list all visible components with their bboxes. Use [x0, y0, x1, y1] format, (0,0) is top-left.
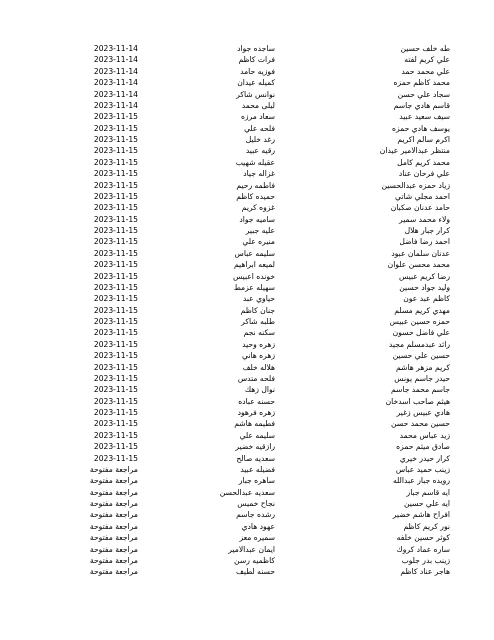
table-row: [0, 418, 494, 429]
review-date: مراجعة مفتوحة: [89, 510, 138, 520]
table-row: [0, 532, 494, 543]
person-name: محمد كاظم حمزه: [393, 78, 450, 88]
mother-name: فرات كاظم: [238, 55, 275, 65]
table-row: [0, 259, 494, 270]
table-row: [0, 123, 494, 134]
review-date: 2023-11-15: [93, 237, 138, 247]
mother-name: عقيله شهيب: [235, 157, 275, 167]
mother-name: سميره معز: [239, 533, 275, 543]
review-date: 2023-11-15: [93, 123, 138, 133]
table-row: [0, 327, 494, 338]
review-date: مراجعة مفتوحة: [89, 521, 138, 531]
person-name: علي فاضل حسون: [392, 328, 450, 338]
table-row: [0, 168, 494, 179]
review-date: 2023-11-14: [93, 100, 138, 110]
mother-name: سعاد مرزه: [240, 112, 275, 122]
review-date: 2023-11-15: [93, 226, 138, 235]
mother-name: رازقيه خضير: [235, 442, 275, 452]
mother-name: ايمان عبدالامير: [228, 544, 275, 554]
review-date: 2023-11-15: [93, 260, 138, 270]
mother-name: حسنه لطيف: [236, 567, 275, 577]
mother-name: طلبه شاكر: [241, 317, 275, 326]
table-row: [0, 134, 494, 145]
mother-name: حسنه عباده: [238, 396, 275, 406]
review-date: 2023-11-15: [93, 442, 138, 452]
person-name: وليد جواد حسين: [399, 282, 450, 292]
person-name: زينب حميد عباس: [395, 464, 450, 474]
review-date: 2023-11-15: [93, 169, 138, 179]
table-row: [0, 66, 494, 77]
mother-name: كميله عيدان: [237, 78, 275, 88]
person-name: احمد مجلي شاتي: [395, 191, 450, 201]
table-row: [0, 248, 494, 259]
table-row: [0, 498, 494, 509]
table-row: [0, 544, 494, 555]
table-row: [0, 191, 494, 202]
table-row: [0, 362, 494, 373]
review-date: 2023-11-15: [93, 248, 138, 258]
person-name: هيثم صاحب اسدخان: [385, 396, 450, 406]
table-row: [0, 521, 494, 532]
table-row: [0, 305, 494, 316]
mother-name: سهيله عزمط: [233, 282, 275, 292]
table-row: [0, 555, 494, 566]
review-date: 2023-11-15: [93, 385, 138, 395]
person-name: حمزه حسين عبيس: [389, 317, 450, 326]
person-name: نور كريم كاظم: [403, 521, 450, 531]
person-name: علي كريم لفته: [404, 55, 450, 65]
mother-name: نوانس شاكر: [236, 89, 275, 99]
review-date: 2023-11-14: [93, 44, 138, 53]
person-name: احمد رضا فاضل: [399, 237, 450, 247]
person-name: كرار حيدر خيري: [399, 453, 450, 463]
review-date: 2023-11-15: [93, 408, 138, 417]
person-name: حسين محمد حسن: [391, 419, 450, 429]
review-date: 2023-11-14: [93, 55, 138, 65]
person-name: حامد عدنان صكبان: [390, 203, 450, 213]
person-name: يوسف هادي حمزه: [392, 123, 450, 133]
person-name: حيدر جاسم يونس: [394, 373, 450, 383]
review-date: مراجعة مفتوحة: [89, 499, 138, 508]
person-name: كوثر حسين خلفه: [396, 533, 450, 543]
mother-name: زهره فرهود: [237, 408, 275, 417]
mother-name: كاظميه رسن: [234, 555, 275, 565]
table-row: [0, 464, 494, 475]
review-date: 2023-11-15: [93, 351, 138, 361]
person-name: طه خلف حسين: [400, 44, 450, 53]
review-date: 2023-11-15: [93, 180, 138, 190]
review-date: مراجعة مفتوحة: [89, 487, 138, 497]
person-name: ايه قاسم جبار: [406, 487, 450, 497]
review-date: 2023-11-15: [93, 419, 138, 429]
table-row: [0, 180, 494, 191]
table-row: [0, 453, 494, 464]
mother-name: خونده اعبيس: [232, 271, 275, 281]
review-date: مراجعة مفتوحة: [89, 567, 138, 577]
mother-name: سليمه عباس: [234, 248, 275, 258]
table-row: [0, 430, 494, 441]
review-date: 2023-11-14: [93, 89, 138, 99]
mother-name: ساجده جواد: [237, 44, 275, 53]
mother-name: نوال زهك: [244, 385, 275, 395]
person-name: علي محمد حمد: [401, 66, 450, 76]
table-row: [0, 396, 494, 407]
mother-name: رقيه عبيد: [245, 146, 275, 156]
table-row: [0, 236, 494, 247]
mother-name: ساهره جبار: [238, 476, 275, 486]
mother-name: فاطمه رحيم: [236, 180, 275, 190]
person-name: علي فرحان عناد: [398, 169, 450, 179]
person-name: قاسم هادي جاسم: [393, 100, 450, 110]
table-row: [0, 43, 494, 54]
person-name: حسين علي حسين: [392, 351, 450, 361]
person-name: ولاء محمد سمير: [399, 214, 450, 224]
table-row: [0, 566, 494, 577]
table-row: [0, 282, 494, 293]
table-row: [0, 441, 494, 452]
review-date: 2023-11-15: [93, 146, 138, 156]
person-name: رضا كريم عبيس: [398, 271, 450, 281]
mother-name: سليمه علي: [239, 430, 275, 440]
table-row: [0, 293, 494, 304]
review-date: 2023-11-15: [93, 339, 138, 349]
mother-name: رغد خليل: [245, 135, 275, 144]
table-row: [0, 487, 494, 498]
mother-name: زهره وحيد: [242, 339, 275, 349]
review-date: 2023-11-15: [93, 305, 138, 315]
table-row: [0, 100, 494, 111]
table-row: [0, 157, 494, 168]
person-name: هاجر عناد كاظم: [400, 567, 450, 577]
review-date: 2023-11-15: [93, 328, 138, 338]
review-date: 2023-11-15: [93, 135, 138, 144]
mother-name: ليلى محمد: [241, 100, 275, 110]
person-name: سجاد علي حسن: [397, 89, 450, 99]
person-name: اكرم سالم اكريم: [397, 135, 450, 144]
review-date: 2023-11-15: [93, 396, 138, 406]
mother-name: نجاح خميس: [237, 499, 275, 508]
person-name: صادق ميثم حمزه: [396, 442, 450, 452]
table-row: [0, 54, 494, 65]
mother-name: منيره علي: [242, 237, 275, 247]
mother-name: رشده جاسم: [236, 510, 275, 520]
review-date: 2023-11-15: [93, 317, 138, 326]
mother-name: ساميه جواد: [239, 214, 275, 224]
person-name: كريم مزهر هاشم: [396, 362, 450, 372]
mother-name: فلحه علي: [244, 123, 275, 133]
review-date: 2023-11-15: [93, 157, 138, 167]
table-row: [0, 271, 494, 282]
person-name: ايه علي حسين: [403, 499, 450, 508]
table-row: [0, 214, 494, 225]
mother-name: جنان كاظم: [240, 305, 275, 315]
table-row: [0, 111, 494, 122]
table-row: [0, 77, 494, 88]
review-date: 2023-11-15: [93, 373, 138, 383]
table-row: [0, 384, 494, 395]
mother-name: سكنه نجم: [243, 328, 275, 338]
mother-name: زهره هاني: [241, 351, 275, 361]
review-date: 2023-11-15: [93, 191, 138, 201]
review-date: مراجعة مفتوحة: [89, 464, 138, 474]
person-name: كاظم عبد عون: [403, 294, 450, 304]
person-name: عدنان سلمان عبود: [391, 248, 450, 258]
mother-name: غزاله جياد: [243, 169, 275, 179]
mother-name: سعديه عبدالحسن: [219, 487, 275, 497]
review-date: 2023-11-15: [93, 430, 138, 440]
mother-name: هلاله خلف: [242, 362, 275, 372]
mother-name: حياوي عبد: [242, 294, 275, 304]
table-row: [0, 145, 494, 156]
review-date: 2023-11-15: [93, 203, 138, 213]
person-name: محمد كريم كامل: [397, 157, 450, 167]
review-date: 2023-11-14: [93, 78, 138, 88]
table-row: [0, 316, 494, 327]
records-list: [0, 43, 494, 578]
person-name: ساره عماد كروك: [396, 544, 450, 554]
mother-name: فطيمه هاشم: [234, 419, 275, 429]
mother-name: حميده كاظم: [236, 191, 275, 201]
person-name: جاسم محمد جاسم: [390, 385, 450, 395]
review-date: 2023-11-15: [93, 112, 138, 122]
review-date: 2023-11-15: [93, 282, 138, 292]
table-row: [0, 225, 494, 236]
review-date: 2023-11-15: [93, 453, 138, 463]
table-row: [0, 407, 494, 418]
person-name: هادي عبيس زغير: [396, 408, 450, 417]
person-name: رويده جبار عبدالله: [392, 476, 450, 486]
mother-name: فوزيه حامد: [240, 66, 275, 76]
person-name: مهدي كريم مسلم: [394, 305, 450, 315]
person-name: رائد عبدمسلم مجيد: [388, 339, 450, 349]
review-date: مراجعة مفتوحة: [89, 555, 138, 565]
table-row: [0, 202, 494, 213]
person-name: زياد حمزه عبدالحسين: [381, 180, 450, 190]
table-row: [0, 509, 494, 520]
mother-name: عليه جبير: [245, 226, 275, 235]
review-date: مراجعة مفتوحة: [89, 533, 138, 543]
review-date: 2023-11-15: [93, 214, 138, 224]
table-row: [0, 89, 494, 100]
person-name: افراح هاشم خضير: [392, 510, 450, 520]
review-date: 2023-11-15: [93, 294, 138, 304]
mother-name: سعديه صالح: [236, 453, 275, 463]
person-name: زينب بدر جلوب: [401, 555, 450, 565]
review-date: 2023-11-14: [93, 66, 138, 76]
review-date: مراجعة مفتوحة: [89, 544, 138, 554]
review-date: 2023-11-15: [93, 271, 138, 281]
mother-name: لميعه ابراهيم: [233, 260, 275, 270]
mother-name: فلحه متدس: [237, 373, 275, 383]
mother-name: غزوه كريم: [241, 203, 275, 213]
person-name: سيف سعيد عبيد: [399, 112, 450, 122]
person-name: محمد محسن علوان: [387, 260, 450, 270]
table-row: [0, 339, 494, 350]
mother-name: فضيله عبيد: [240, 464, 275, 474]
review-date: مراجعة مفتوحة: [89, 476, 138, 486]
person-name: زيد عباس محمد: [399, 430, 450, 440]
table-row: [0, 350, 494, 361]
mother-name: عهود هادي: [241, 521, 275, 531]
table-row: [0, 475, 494, 486]
review-date: 2023-11-15: [93, 362, 138, 372]
person-name: منتظر عبدالامير عيدان: [379, 146, 450, 156]
table-row: [0, 373, 494, 384]
person-name: كرار جبار هلال: [404, 226, 450, 235]
